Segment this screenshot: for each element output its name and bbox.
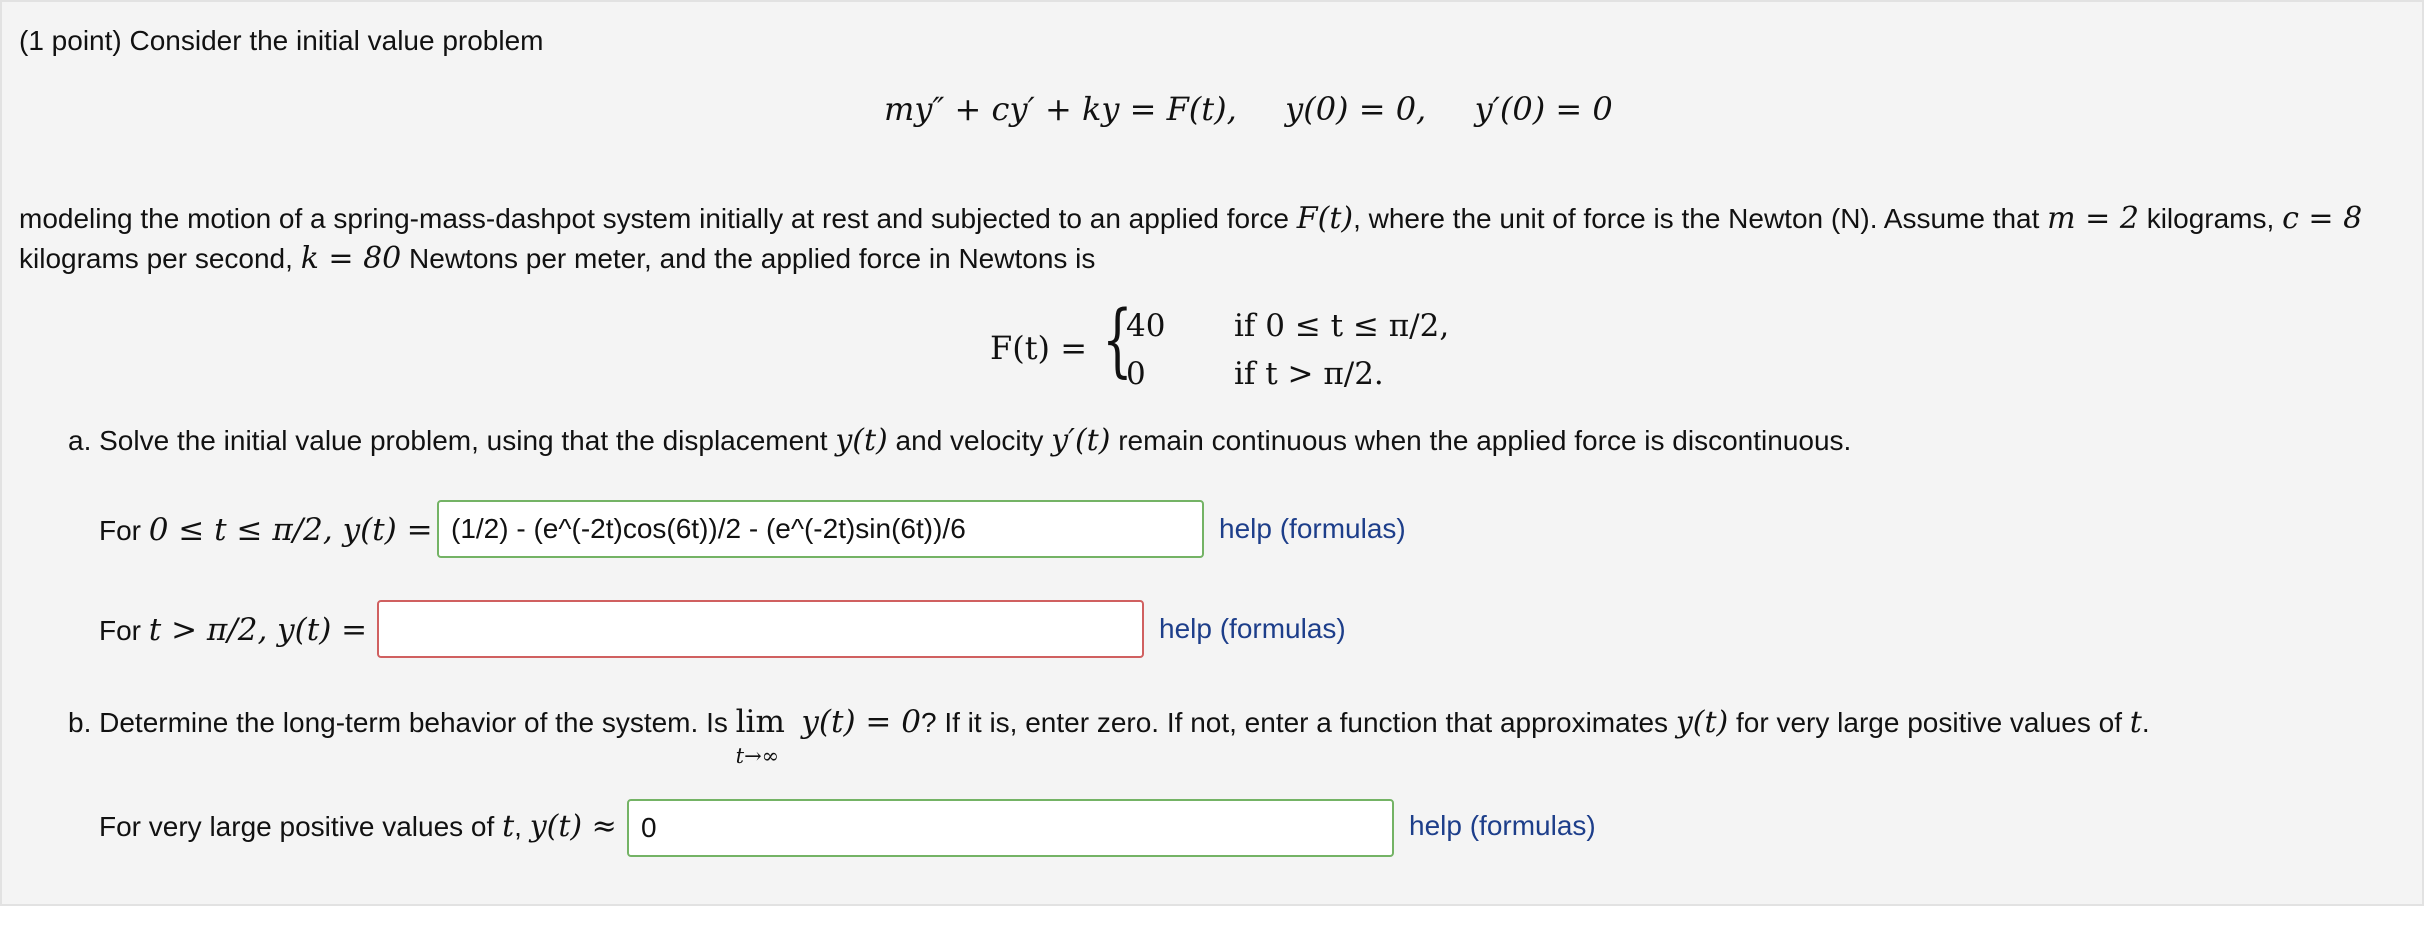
velocity-symbol: y′(t)	[1051, 423, 1111, 458]
mass-value: m = 2	[2047, 201, 2139, 236]
limit-symbol: lim	[735, 704, 785, 740]
force-symbol: F(t)	[1296, 201, 1354, 236]
part-a-question	[68, 424, 1851, 458]
part-b-text: ? If it is, enter zero. If not, enter a function that approximates	[920, 707, 1676, 738]
description-text: , where the unit of force is the Newton (N). Assume that	[1353, 203, 2048, 234]
part-b-text: b. Determine the long-term behavior of the system. Is	[68, 707, 736, 738]
problem-intro	[19, 24, 544, 58]
help-formulas-link-2[interactable]: help (formulas)	[1159, 613, 1346, 644]
ivp-equation	[884, 90, 1613, 128]
part-b-text: for very large positive values of	[1728, 707, 2130, 738]
piecewise-value-1: 40	[1126, 308, 1166, 344]
piecewise-lhs: F(t) =	[990, 329, 1088, 367]
answer-3-label	[99, 810, 617, 844]
limit-expression: y(t) = 0	[801, 704, 921, 740]
piecewise-condition-2: if t > π/2.	[1234, 356, 1384, 392]
points-label: (1 point)	[19, 25, 122, 56]
answer-1-input[interactable]	[437, 500, 1204, 558]
description-line-1	[19, 202, 2362, 236]
initial-condition-yprime: y′(0) = 0	[1474, 90, 1613, 128]
part-a-text: and velocity	[887, 425, 1052, 456]
part-b-question	[68, 704, 2150, 768]
intro-text: Consider the initial value problem	[121, 25, 544, 56]
time-symbol: t	[502, 809, 515, 844]
answer-1-label	[99, 513, 433, 548]
displacement-symbol: y(t)	[835, 423, 888, 458]
description-text: modeling the motion of a spring-mass-dashpot system initially at rest and subjected to an applied force	[19, 203, 1297, 234]
part-a-text: remain continuous when the applied force is discontinuous.	[1110, 425, 1852, 456]
part-a-text: a. Solve the initial value problem, using that the displacement	[68, 425, 836, 456]
answer-2-label	[99, 613, 367, 648]
part-b-text: .	[2141, 707, 2150, 738]
spring-constant-value: k = 80	[300, 241, 402, 276]
time-symbol: t	[2129, 705, 2142, 740]
displacement-symbol: y(t)	[1675, 705, 1729, 740]
description-text: kilograms,	[2138, 203, 2283, 234]
answer-2-math: t > π/2, y(t) =	[148, 612, 368, 648]
answer-2-input[interactable]	[377, 600, 1144, 658]
damping-value: c = 8	[2282, 201, 2363, 236]
piecewise-brace: {	[1102, 293, 1133, 386]
answer-3-input[interactable]	[627, 799, 1394, 857]
limit-subscript: t→∞	[735, 744, 780, 768]
limit-operator	[735, 704, 794, 768]
description-line-2	[19, 242, 1095, 276]
answer-1-math: 0 ≤ t ≤ π/2, y(t) =	[148, 512, 433, 548]
answer-3-comma: ,	[514, 811, 530, 842]
piecewise-condition-1: if 0 ≤ t ≤ π/2,	[1234, 308, 1450, 344]
answer-2-prefix: For	[99, 615, 149, 646]
piecewise-value-2: 0	[1126, 356, 1146, 392]
help-formulas-link-1[interactable]: help (formulas)	[1219, 513, 1406, 544]
answer-3-prefix: For very large positive values of	[99, 811, 503, 842]
answer-3-math: y(t) ≈	[529, 809, 617, 844]
initial-condition-y: y(0) = 0,	[1285, 90, 1427, 128]
answer-1-prefix: For	[99, 515, 149, 546]
description-text: Newtons per meter, and the applied force in Newtons is	[401, 243, 1096, 274]
description-text: kilograms per second,	[19, 243, 301, 274]
ode-expression: my″ + cy′ + ky = F(t),	[884, 90, 1237, 128]
help-formulas-link-3[interactable]: help (formulas)	[1409, 810, 1596, 841]
